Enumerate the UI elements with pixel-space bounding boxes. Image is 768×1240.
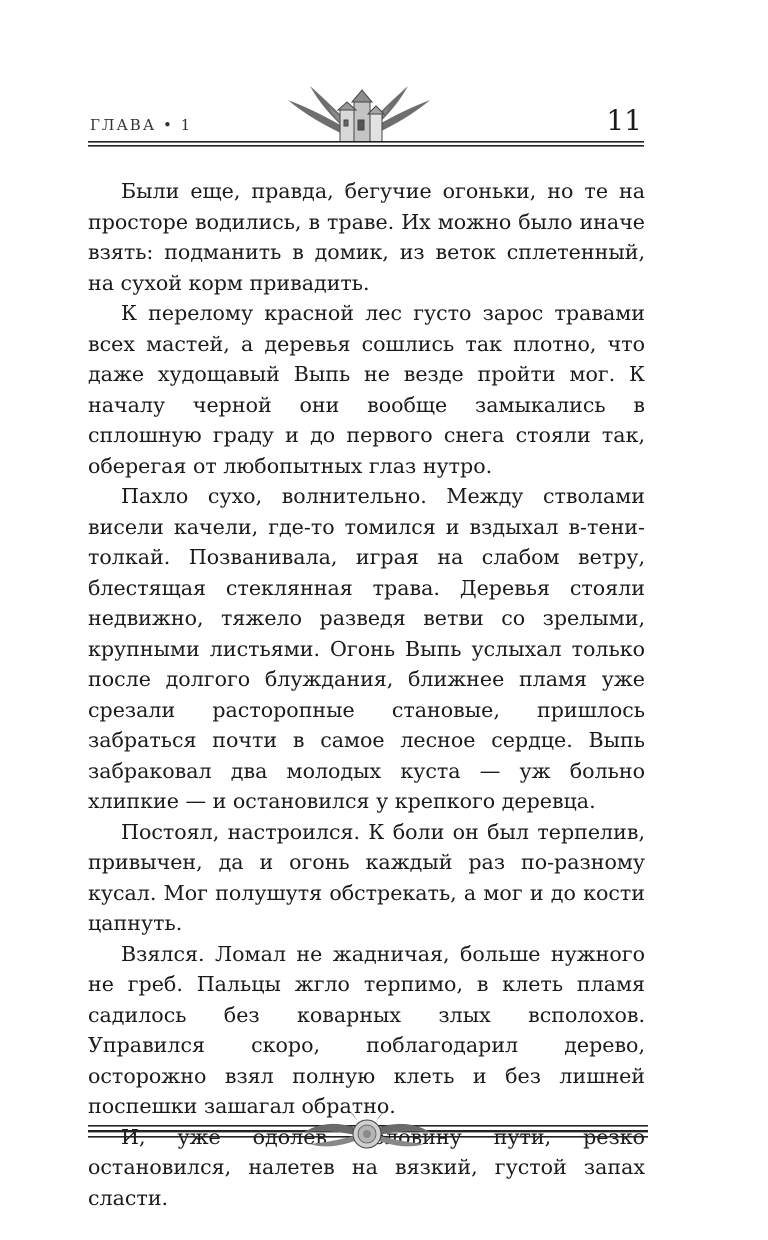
header-rule	[88, 140, 644, 148]
paragraph: Были еще, правда, бегучие огоньки, но те на просторе водились, в траве. Их можно было иначе взять: подманить в домик, из веток сплетенный, на сухой корм привадить.	[88, 179, 645, 295]
footer-divider	[88, 1108, 648, 1158]
paragraph: К перелому красной лес густо зарос травами всех мастей, а деревья сошлись так плотно, что даже худощавый Выпь не везде пройти мог. К началу черной они вообще замыкались в сплошную граду и до первого снега стояли так, оберегая от любопытных глаз нутро.	[88, 301, 645, 478]
flower-ornament-icon	[302, 1108, 432, 1158]
paragraph: Постоял, настроился. К боли он был терпелив, привычен, да и огонь каждый раз по-разному кусал. Мог полушутя обстрекать, а мог и до кости цапнуть.	[88, 819, 645, 935]
paragraph: Пахло сухо, волнительно. Между стволами висели качели, где-то томился и вздыхал в-тени-толкай. Позванивала, играя на слабом ветру, блестящая стеклянная трава. Деревья стояли недвижно, тяжело разведя ветви со зрелыми, крупными листьями. Огонь Выпь услыхал только после долгого блуждания, ближнее пламя уже срезали расторопные становые, пришлось забраться почти в самое лесное сердце. Выпь забраковал два молодых куста — уж больно хлипкие — и остановился у крепкого деревца.	[88, 484, 645, 813]
page-number: 11	[606, 104, 642, 137]
paragraph: Взялся. Ломал не жадничая, больше нужного не греб. Пальцы жгло терпимо, в клеть пламя садилось без коварных злых всполохов. Управился скоро, поблагодарил дерево, осторожно взял полную клеть и без лишней поспешки зашагал обратно.	[88, 941, 645, 1118]
running-header	[88, 80, 644, 152]
chapter-label: ГЛАВА • 1	[90, 116, 193, 134]
body-text	[88, 176, 645, 1213]
paragraph: И, уже одолев половину пути, резко остановился, налетев на вязкий, густой запах сласти.	[88, 1124, 645, 1210]
